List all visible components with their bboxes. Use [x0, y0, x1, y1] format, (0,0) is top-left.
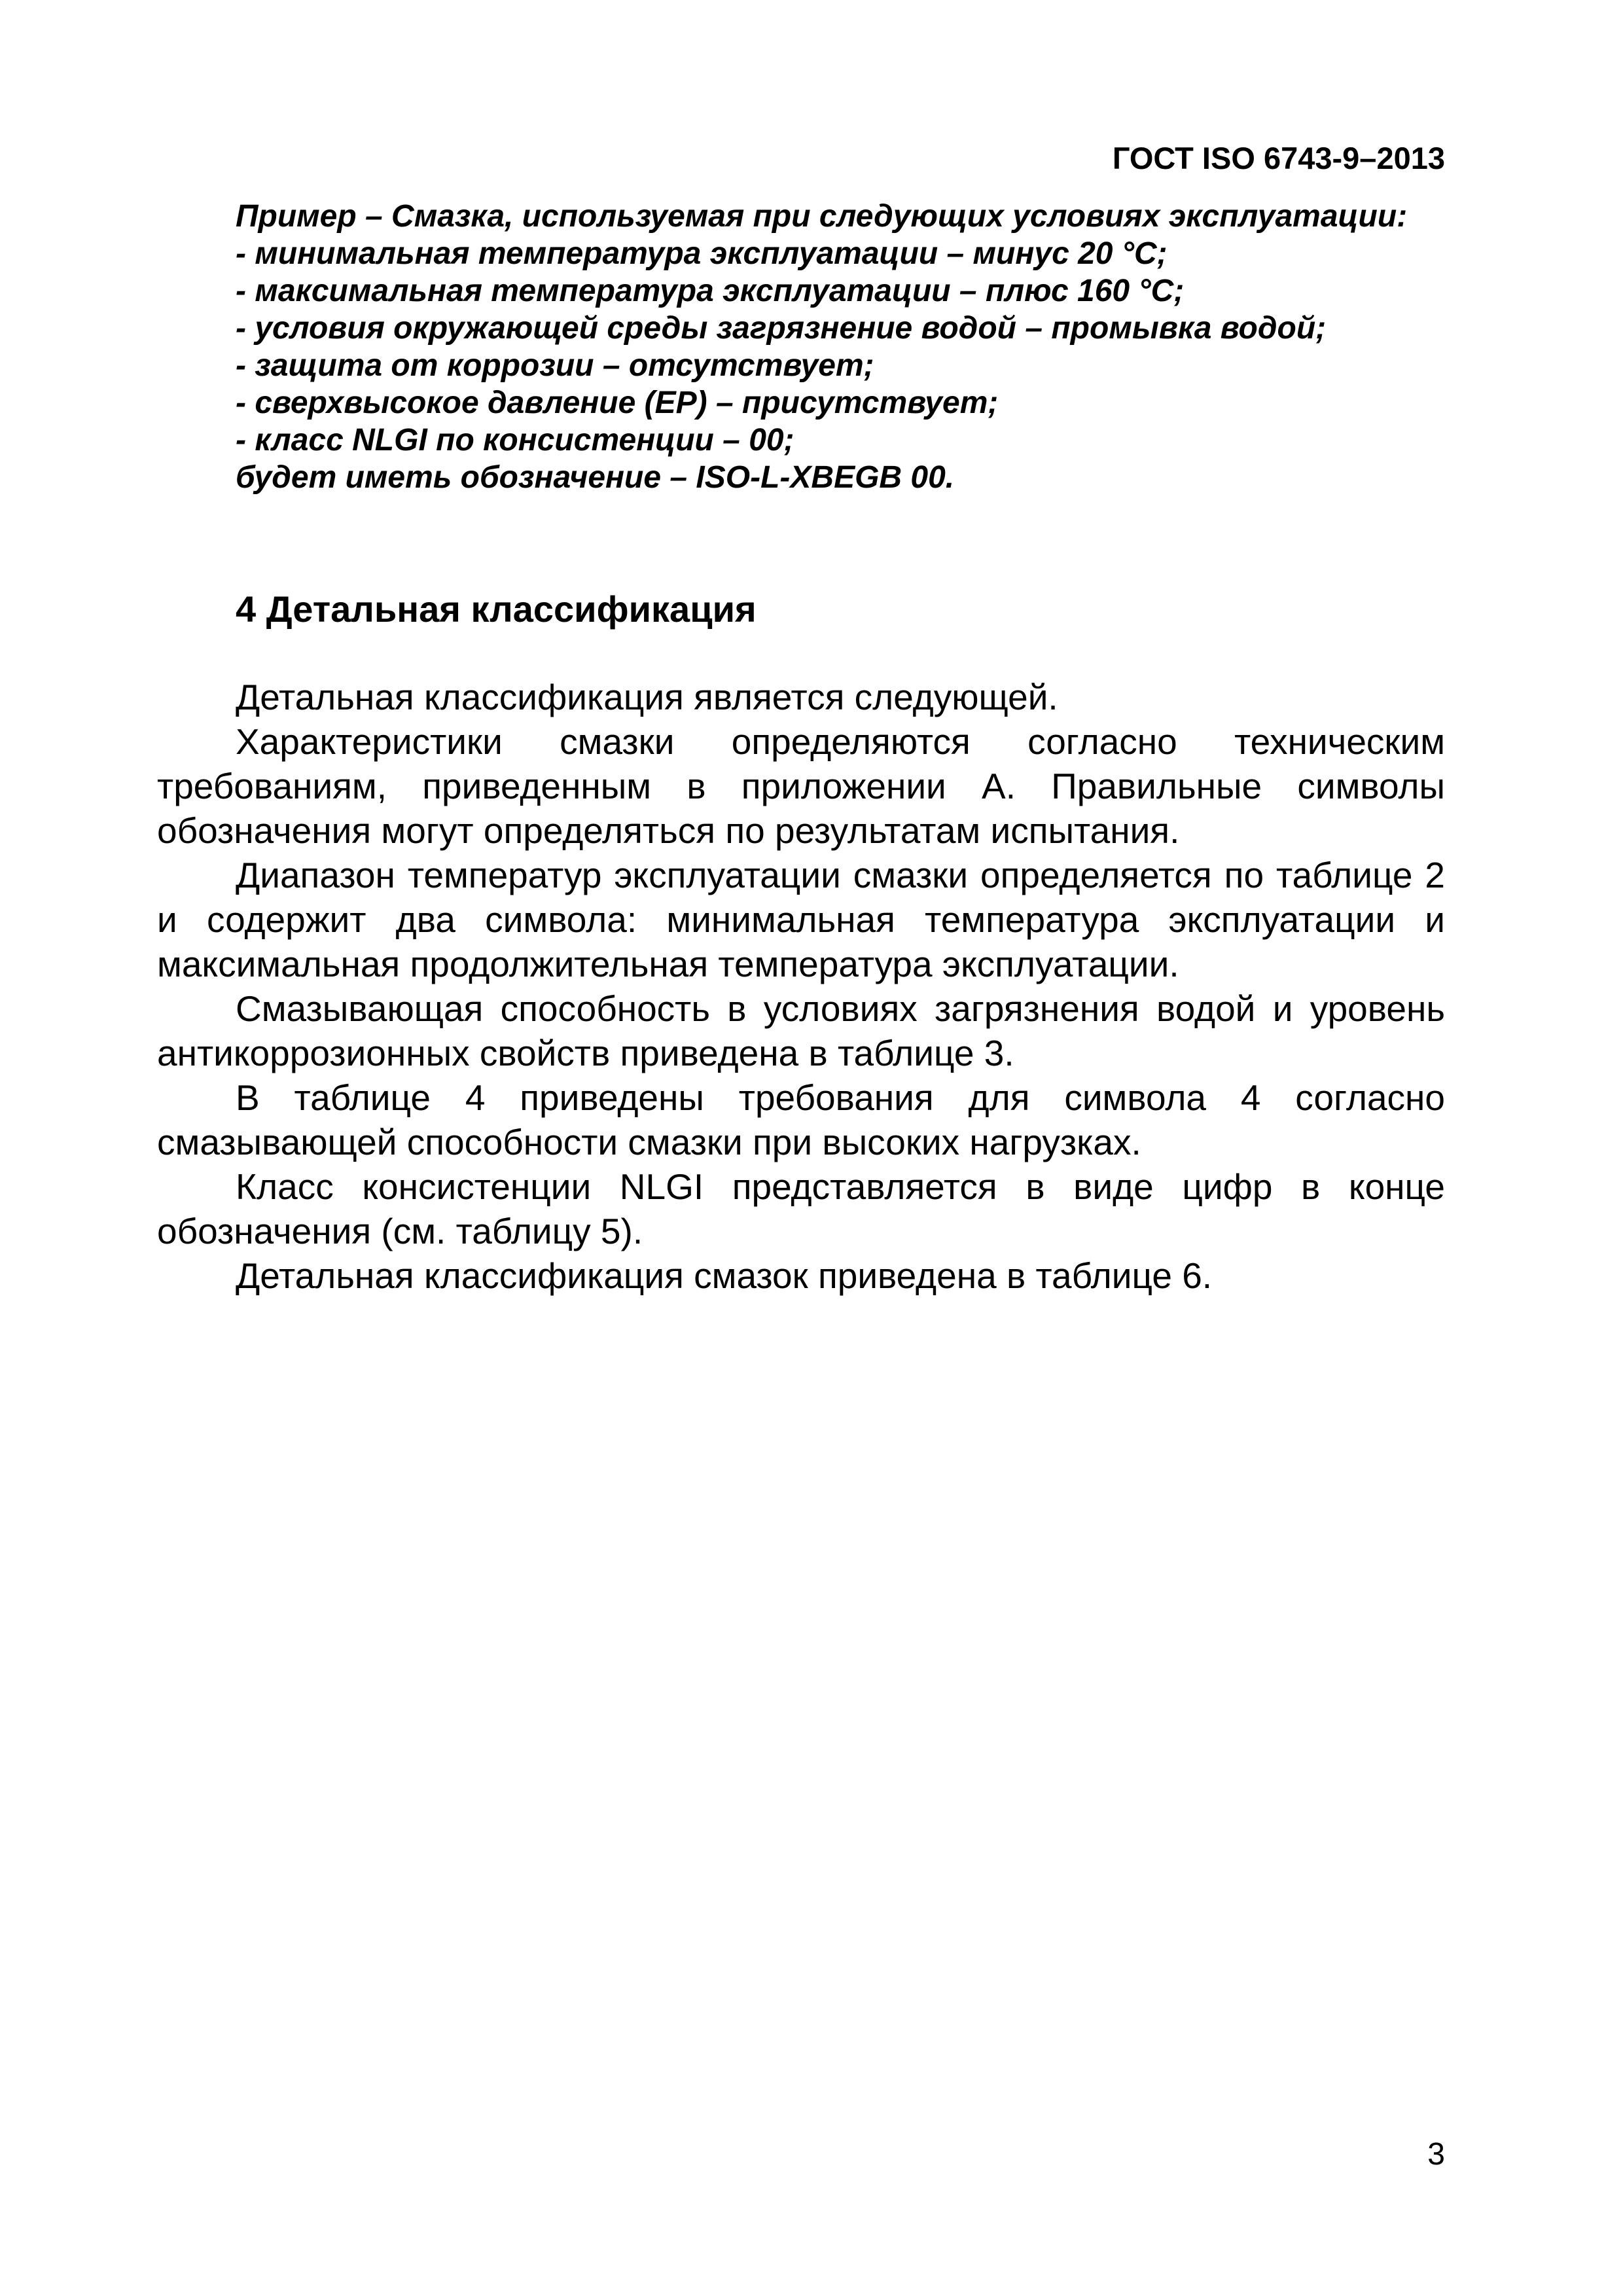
- example-item: - минимальная температура эксплуатации – минус 20 °С;: [236, 236, 1168, 271]
- section-title: 4 Детальная классификация: [236, 588, 757, 630]
- example-item: - сверхвысокое давление (ЕР) – присутствует;: [236, 386, 999, 420]
- body-paragraph: В таблице 4 приведены требования для символа 4 согласно смазывающей способности смазки при высоких нагрузках.: [157, 1077, 1445, 1162]
- page-number: 3: [1427, 2137, 1445, 2172]
- document-header: ГОСТ ISO 6743-9–2013: [1112, 141, 1445, 175]
- example-intro: Пример – Смазка, используемая при следующих условиях эксплуатации:: [236, 199, 1408, 234]
- section-body: [157, 675, 1445, 1298]
- body-paragraph: Смазывающая способность в условиях загрязнения водой и уровень антикоррозионных свойств приведена в таблице 3.: [157, 988, 1445, 1073]
- body-paragraph: Детальная классификация является следующей.: [236, 677, 1058, 717]
- body-paragraph: Диапазон температур эксплуатации смазки определяется по таблице 2 и содержит два символа: минимальная температура эксплуатации и максимальная продолжительная температура эксплуатации.: [157, 855, 1445, 984]
- body-paragraph: Класс консистенции NLGI представляется в виде цифр в конце обозначения (см. таблицу 5).: [157, 1166, 1445, 1251]
- body-paragraph: Характеристики смазки определяются согласно техническим требованиям, приведенным в приложении А. Правильные символы обозначения могут определяться по результатам испытания.: [157, 721, 1445, 851]
- example-item: - условия окружающей среды загрязнение водой – промывка водой;: [236, 311, 1327, 346]
- example-item: - максимальная температура эксплуатации – плюс 160 °С;: [236, 274, 1185, 308]
- example-item: - класс NLGI по консистенции – 00;: [236, 423, 794, 457]
- body-paragraph: Детальная классификация смазок приведена в таблице 6.: [236, 1255, 1213, 1296]
- example-block: [157, 198, 1445, 496]
- example-designation: будет иметь обозначение – ISO-L-XBEGB 00.: [236, 460, 955, 495]
- example-item: - защита от коррозии – отсутствует;: [236, 348, 874, 383]
